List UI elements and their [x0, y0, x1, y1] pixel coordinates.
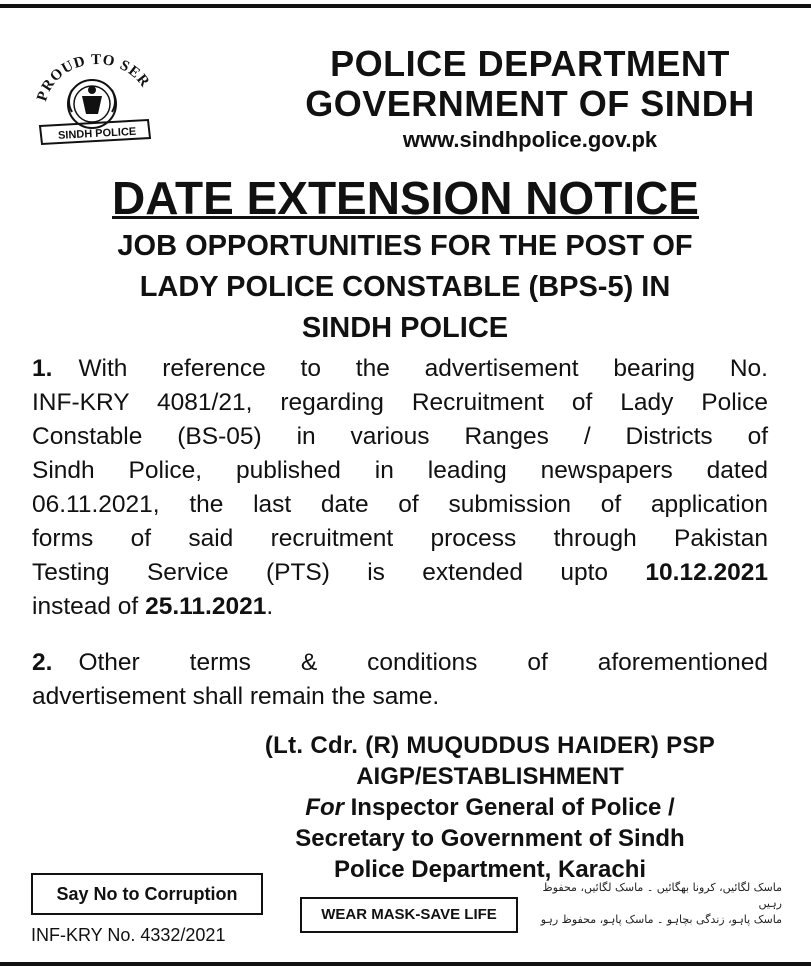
para2-line-2: advertisement shall remain the same. — [32, 683, 440, 710]
government-name: GOVERNMENT OF SINDH — [305, 83, 755, 124]
original-date: 25.11.2021 — [145, 593, 267, 620]
bottom-border-rule — [0, 962, 811, 966]
signatory-for-line — [210, 792, 770, 823]
para1-line7-text: Testing Service (PTS) is extended upto — [32, 559, 609, 586]
para1-text: With reference to the advertisement bearing No. — [78, 355, 768, 382]
letterhead — [260, 44, 800, 154]
notice-subtitle — [30, 226, 780, 349]
paragraph-1 — [32, 352, 768, 624]
for-rest: Inspector General of Police / — [350, 794, 675, 821]
police-emblem-icon — [26, 40, 164, 150]
signatory-line-4: Secretary to Government of Sindh — [295, 825, 685, 852]
para1-line-5: 06.11.2021, the last date of submission of application — [32, 491, 768, 518]
logo-top-text: PROUD TO SER — [34, 51, 153, 104]
website-url: www.sindhpolice.gov.pk — [402, 127, 658, 152]
para1-line-1 — [32, 352, 768, 386]
para1-line8-suffix: . — [266, 593, 274, 620]
para1-line-7 — [32, 556, 768, 590]
signatory-designation: AIGP/ESTABLISHMENT — [356, 763, 624, 790]
subtitle-line: LADY POLICE CONSTABLE (BPS-5) IN — [139, 271, 671, 303]
urdu-slogan-line-1: ماسک لگائیں، کرونا بھگائیں ۔ ماسک لگائیں، محفوظ رہیں — [542, 881, 782, 910]
sindh-police-logo — [26, 40, 164, 150]
para2-number: 2. — [32, 649, 53, 676]
extended-date: 10.12.2021 — [645, 559, 769, 586]
para1-line-2: INF-KRY 4081/21, regarding Recruitment of Lady Police — [32, 389, 768, 416]
paragraph-2 — [32, 646, 768, 714]
para1-line-3: Constable (BS-05) in various Ranges / Districts of — [32, 423, 768, 450]
signatory-name: (Lt. Cdr. (R) MUQUDDUS HAIDER) PSP — [264, 732, 716, 759]
svg-text:PROUD TO SERVE — [26, 40, 153, 103]
for-word: For — [305, 794, 344, 821]
subtitle-line: JOB OPPORTUNITIES FOR THE POST OF — [117, 230, 693, 262]
wear-mask-box: WEAR MASK-SAVE LIFE — [300, 897, 518, 933]
department-name: POLICE DEPARTMENT — [330, 43, 730, 84]
para1-line-6: forms of said recruitment process through Pakistan — [32, 525, 768, 552]
urdu-slogan-line-2: ماسک پاہو، زندگی بچاہو ۔ ماسک پاہو، محفوظ رہو — [540, 913, 782, 926]
signature-block — [210, 730, 770, 885]
say-no-to-corruption-box: Say No to Corruption — [31, 873, 263, 915]
urdu-slogan — [532, 880, 782, 928]
para2-line-1 — [32, 646, 768, 680]
logo-bottom-text: SINDH POLICE — [57, 125, 137, 142]
para2-text: Other terms & conditions of aforementioned — [78, 649, 768, 676]
signatory-line-5: Police Department, Karachi — [333, 856, 647, 883]
para1-line-8 — [32, 590, 768, 624]
para1-line-4: Sindh Police, published in leading newspapers dated — [32, 457, 768, 484]
para1-number: 1. — [32, 355, 53, 382]
para1-line8-text: instead of — [32, 593, 139, 620]
reference-number: INF-KRY No. 4332/2021 — [31, 925, 226, 945]
subtitle-line: SINDH POLICE — [301, 312, 509, 344]
notice-title: DATE EXTENSION NOTICE — [112, 172, 699, 224]
top-border-rule — [0, 4, 811, 8]
